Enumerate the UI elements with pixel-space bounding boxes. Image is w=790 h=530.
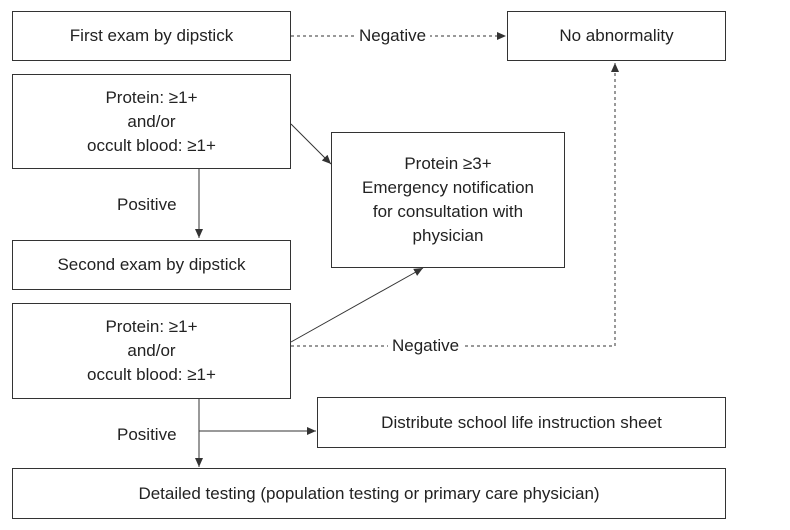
negative-label-bottom: Negative [388,335,463,357]
instruction-sheet-text: Distribute school life instruction sheet [381,412,662,432]
positive-label-first: Positive [113,194,181,216]
second-exam-box [12,240,291,290]
instruction-sheet-box [317,397,726,448]
second-result-box [12,303,291,399]
first-result-line-occult-blood: occult blood: ≥1+ [87,135,216,155]
emergency-line-physician: physician [412,226,484,245]
first-result-line-and-or: and/or [127,111,176,131]
first-exam-box [12,11,291,61]
first-exam-text: First exam by dipstick [69,26,234,45]
second-exam-text: Second exam by dipstick [57,255,246,274]
positive-label-second: Positive [113,424,181,446]
no-abnormality-text: No abnormality [559,26,674,45]
emergency-notification-box [331,132,565,268]
emergency-line-consultation: for consultation with [372,202,524,221]
second-result-line-protein: Protein: ≥1+ [105,317,198,336]
negative-label-top: Negative [355,25,430,47]
emergency-line-protein: Protein ≥3+ [404,154,492,173]
second-result-line-and-or: and/or [127,341,176,360]
arrow-second-result-to-emergency [291,268,423,342]
detailed-testing-text: Detailed testing (population testing or primary care physician) [138,483,600,503]
arrow-first-result-to-emergency [291,124,331,164]
first-result-line-protein: Protein: ≥1+ [105,87,198,107]
emergency-line-notification: Emergency notification [362,178,534,197]
second-result-line-occult-blood: occult blood: ≥1+ [87,365,216,384]
first-result-box [12,74,291,169]
no-abnormality-box [507,11,726,61]
detailed-testing-box [12,468,726,519]
